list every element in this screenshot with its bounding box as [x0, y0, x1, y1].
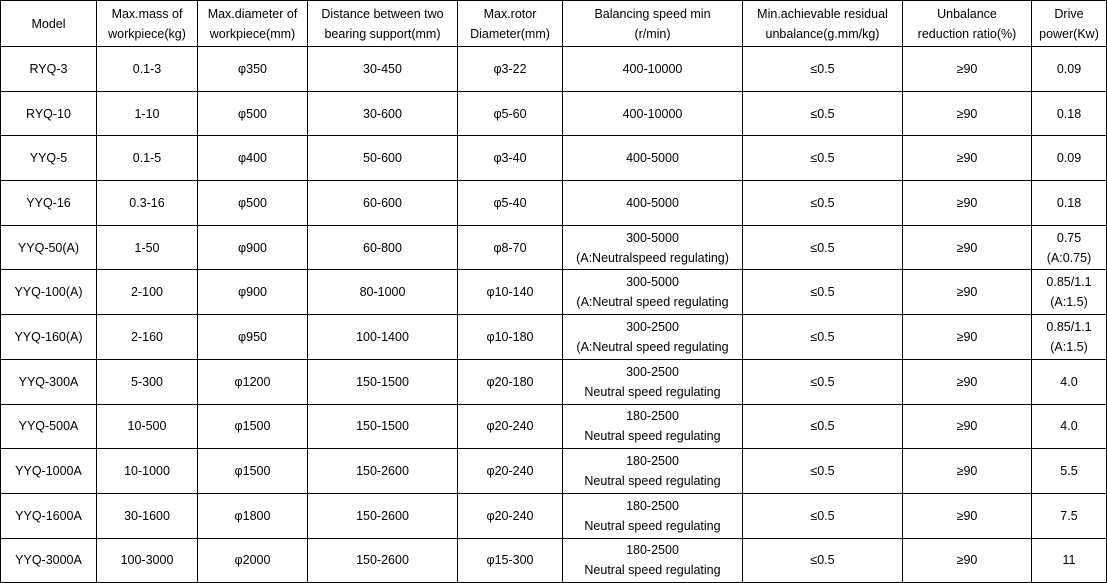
cell-residual-unbalance — [743, 493, 903, 538]
cell-max-mass — [97, 91, 198, 136]
cell-drive-power-line-1: 0.75 — [1056, 230, 1082, 245]
cell-max-mass — [97, 359, 198, 404]
table-row — [1, 136, 1107, 181]
cell-model — [1, 404, 97, 449]
cell-reduction-ratio-line-1: ≥90 — [956, 285, 978, 300]
cell-bearing-distance — [308, 270, 458, 315]
table-row — [1, 493, 1107, 538]
cell-rotor-diameter-line-1: φ3-22 — [493, 61, 527, 76]
cell-balancing-speed-line-1: 400-10000 — [622, 61, 683, 76]
header-max-mass — [97, 1, 198, 47]
header-drive-power — [1032, 1, 1107, 47]
cell-reduction-ratio-line-1: ≥90 — [956, 464, 978, 479]
cell-max-diameter — [198, 270, 308, 315]
cell-max-mass-line-1: 2-160 — [131, 329, 163, 344]
cell-drive-power-line-1: 0.09 — [1056, 61, 1082, 76]
cell-rotor-diameter-line-1: φ8-70 — [493, 240, 527, 255]
header-rotor-diameter — [458, 1, 563, 47]
cell-model — [1, 270, 97, 315]
cell-max-diameter-line-1: φ400 — [238, 151, 267, 166]
cell-model-line-1: YYQ-5 — [29, 151, 68, 166]
cell-max-mass — [97, 136, 198, 181]
cell-balancing-speed-line-2: (A:Neutralspeed regulating) — [576, 250, 729, 265]
cell-rotor-diameter-line-1: φ20-240 — [486, 419, 534, 434]
cell-max-mass — [97, 270, 198, 315]
cell-bearing-distance-line-1: 150-1500 — [356, 374, 409, 389]
cell-reduction-ratio-line-1: ≥90 — [956, 508, 978, 523]
header-row — [1, 1, 1107, 47]
cell-model-line-1: YYQ-50(A) — [17, 240, 80, 255]
cell-rotor-diameter — [458, 136, 563, 181]
header-reduction-ratio-line-1: Unbalance — [937, 6, 997, 21]
table-row — [1, 359, 1107, 404]
cell-model-line-1: RYQ-3 — [29, 61, 68, 76]
cell-bearing-distance-line-1: 150-2600 — [356, 508, 409, 523]
cell-drive-power — [1032, 493, 1107, 538]
cell-balancing-speed — [563, 493, 743, 538]
cell-rotor-diameter-line-1: φ15-300 — [486, 553, 534, 568]
cell-model-line-1: YYQ-1600A — [15, 508, 82, 523]
header-model-line-1: Model — [31, 16, 66, 31]
cell-reduction-ratio — [903, 404, 1032, 449]
cell-max-diameter — [198, 225, 308, 270]
cell-max-mass — [97, 47, 198, 92]
cell-residual-unbalance — [743, 181, 903, 226]
table-row — [1, 315, 1107, 360]
cell-drive-power — [1032, 136, 1107, 181]
table-row — [1, 270, 1107, 315]
cell-residual-unbalance-line-1: ≤0.5 — [810, 374, 835, 389]
cell-rotor-diameter — [458, 181, 563, 226]
cell-balancing-speed — [563, 538, 743, 583]
cell-bearing-distance — [308, 315, 458, 360]
cell-reduction-ratio-line-1: ≥90 — [956, 240, 978, 255]
cell-residual-unbalance-line-1: ≤0.5 — [810, 285, 835, 300]
cell-residual-unbalance — [743, 315, 903, 360]
cell-balancing-speed-line-1: 180-2500 — [626, 543, 679, 558]
cell-balancing-speed-line-2: Neutral speed regulating — [584, 474, 721, 489]
cell-residual-unbalance-line-1: ≤0.5 — [810, 240, 835, 255]
cell-rotor-diameter-line-1: φ20-240 — [486, 464, 534, 479]
cell-balancing-speed-line-2: Neutral speed regulating — [584, 384, 721, 399]
cell-residual-unbalance-line-1: ≤0.5 — [810, 464, 835, 479]
cell-bearing-distance-line-1: 30-600 — [363, 106, 402, 121]
cell-max-mass-line-1: 1-50 — [134, 240, 160, 255]
cell-balancing-speed-line-2: Neutral speed regulating — [584, 563, 721, 578]
cell-bearing-distance — [308, 404, 458, 449]
cell-model-line-1: YYQ-16 — [26, 195, 71, 210]
cell-drive-power-line-1: 5.5 — [1060, 464, 1078, 479]
header-max-mass-line-1: Max.mass of — [111, 6, 183, 21]
cell-bearing-distance — [308, 359, 458, 404]
cell-bearing-distance — [308, 181, 458, 226]
cell-bearing-distance-line-1: 30-450 — [363, 61, 402, 76]
cell-residual-unbalance-line-1: ≤0.5 — [810, 61, 835, 76]
header-reduction-ratio-line-2: reduction ratio(%) — [917, 26, 1017, 41]
cell-model-line-1: YYQ-3000A — [15, 553, 82, 568]
cell-balancing-speed-line-1: 180-2500 — [626, 454, 679, 469]
cell-max-diameter-line-1: φ1200 — [234, 374, 271, 389]
table-row — [1, 404, 1107, 449]
cell-max-mass-line-1: 0.3-16 — [129, 195, 165, 210]
cell-bearing-distance — [308, 47, 458, 92]
cell-drive-power-line-1: 0.85/1.1 — [1046, 275, 1092, 290]
cell-residual-unbalance-line-1: ≤0.5 — [810, 329, 835, 344]
cell-balancing-speed — [563, 359, 743, 404]
cell-max-diameter-line-1: φ1500 — [234, 419, 271, 434]
header-bearing-distance-line-1: Distance between two — [321, 6, 444, 21]
cell-residual-unbalance-line-1: ≤0.5 — [810, 419, 835, 434]
cell-drive-power-line-2: (A:1.5) — [1050, 339, 1088, 354]
cell-bearing-distance-line-1: 50-600 — [363, 151, 402, 166]
header-balancing-speed-line-1: Balancing speed min — [594, 6, 711, 21]
cell-residual-unbalance — [743, 270, 903, 315]
cell-balancing-speed — [563, 91, 743, 136]
cell-drive-power-line-1: 0.85/1.1 — [1046, 319, 1092, 334]
cell-residual-unbalance — [743, 136, 903, 181]
cell-max-diameter — [198, 136, 308, 181]
cell-balancing-speed-line-2: Neutral speed regulating — [584, 429, 721, 444]
cell-rotor-diameter — [458, 270, 563, 315]
cell-residual-unbalance-line-1: ≤0.5 — [810, 106, 835, 121]
header-max-diameter — [198, 1, 308, 47]
cell-model — [1, 493, 97, 538]
header-rotor-diameter-line-1: Max.rotor — [483, 6, 537, 21]
table-body — [1, 47, 1107, 583]
cell-model — [1, 449, 97, 494]
cell-balancing-speed-line-2: Neutral speed regulating — [584, 518, 721, 533]
cell-drive-power-line-1: 11 — [1062, 553, 1076, 568]
cell-drive-power-line-1: 0.18 — [1056, 195, 1082, 210]
cell-max-diameter-line-1: φ900 — [238, 285, 267, 300]
cell-balancing-speed — [563, 181, 743, 226]
cell-bearing-distance — [308, 538, 458, 583]
cell-rotor-diameter — [458, 91, 563, 136]
cell-residual-unbalance — [743, 449, 903, 494]
cell-reduction-ratio-line-1: ≥90 — [956, 151, 978, 166]
cell-balancing-speed — [563, 225, 743, 270]
cell-rotor-diameter-line-1: φ20-180 — [486, 374, 534, 389]
cell-drive-power-line-1: 7.5 — [1060, 508, 1078, 523]
cell-reduction-ratio-line-1: ≥90 — [956, 106, 978, 121]
cell-residual-unbalance-line-1: ≤0.5 — [810, 151, 835, 166]
cell-model-line-1: YYQ-500A — [18, 419, 79, 434]
cell-bearing-distance — [308, 225, 458, 270]
header-residual-unbalance-line-1: Min.achievable residual — [757, 6, 888, 21]
header-residual-unbalance — [743, 1, 903, 47]
cell-max-mass-line-1: 10-500 — [127, 419, 167, 434]
cell-reduction-ratio-line-1: ≥90 — [956, 419, 978, 434]
header-bearing-distance-line-2: bearing support(mm) — [324, 26, 441, 41]
cell-drive-power-line-2: (A:1.5) — [1050, 295, 1088, 310]
cell-max-diameter — [198, 47, 308, 92]
cell-balancing-speed — [563, 449, 743, 494]
cell-drive-power — [1032, 315, 1107, 360]
cell-drive-power — [1032, 47, 1107, 92]
cell-reduction-ratio — [903, 47, 1032, 92]
cell-model — [1, 225, 97, 270]
header-balancing-speed — [563, 1, 743, 47]
cell-max-diameter — [198, 449, 308, 494]
cell-rotor-diameter-line-1: φ10-180 — [486, 329, 534, 344]
cell-drive-power — [1032, 270, 1107, 315]
cell-max-diameter — [198, 359, 308, 404]
cell-balancing-speed-line-1: 300-2500 — [626, 364, 679, 379]
cell-rotor-diameter-line-1: φ20-240 — [486, 508, 534, 523]
cell-rotor-diameter-line-1: φ3-40 — [493, 151, 527, 166]
cell-balancing-speed — [563, 136, 743, 181]
cell-residual-unbalance — [743, 404, 903, 449]
cell-model — [1, 91, 97, 136]
table-row — [1, 181, 1107, 226]
cell-model — [1, 315, 97, 360]
cell-rotor-diameter — [458, 315, 563, 360]
header-drive-power-line-2: power(Kw) — [1039, 26, 1099, 41]
cell-balancing-speed — [563, 47, 743, 92]
table-row — [1, 225, 1107, 270]
cell-drive-power-line-1: 4.0 — [1060, 374, 1078, 389]
cell-residual-unbalance — [743, 225, 903, 270]
cell-rotor-diameter — [458, 359, 563, 404]
cell-residual-unbalance — [743, 91, 903, 136]
cell-rotor-diameter-line-1: φ5-60 — [493, 106, 527, 121]
header-max-diameter-line-1: Max.diameter of — [207, 6, 298, 21]
cell-model — [1, 136, 97, 181]
cell-rotor-diameter — [458, 449, 563, 494]
cell-drive-power-line-1: 0.09 — [1056, 151, 1082, 166]
cell-max-diameter-line-1: φ1500 — [234, 464, 271, 479]
cell-balancing-speed-line-1: 400-5000 — [626, 195, 679, 210]
cell-balancing-speed-line-1: 180-2500 — [626, 409, 679, 424]
cell-reduction-ratio — [903, 225, 1032, 270]
cell-bearing-distance-line-1: 80-1000 — [359, 285, 406, 300]
cell-drive-power — [1032, 181, 1107, 226]
cell-max-mass-line-1: 5-300 — [131, 374, 163, 389]
cell-max-mass — [97, 181, 198, 226]
cell-residual-unbalance-line-1: ≤0.5 — [810, 508, 835, 523]
cell-model-line-1: RYQ-10 — [26, 106, 71, 121]
cell-drive-power — [1032, 404, 1107, 449]
cell-bearing-distance-line-1: 150-1500 — [356, 419, 409, 434]
cell-reduction-ratio-line-1: ≥90 — [956, 61, 978, 76]
cell-reduction-ratio-line-1: ≥90 — [956, 553, 978, 568]
cell-reduction-ratio-line-1: ≥90 — [956, 329, 978, 344]
cell-max-diameter-line-1: φ900 — [238, 240, 267, 255]
header-max-diameter-line-2: workpiece(mm) — [209, 26, 296, 41]
cell-max-diameter — [198, 315, 308, 360]
cell-model — [1, 47, 97, 92]
cell-reduction-ratio — [903, 538, 1032, 583]
cell-reduction-ratio — [903, 315, 1032, 360]
table-header — [1, 1, 1107, 47]
cell-reduction-ratio — [903, 91, 1032, 136]
cell-max-diameter — [198, 404, 308, 449]
cell-drive-power — [1032, 91, 1107, 136]
cell-bearing-distance — [308, 91, 458, 136]
cell-rotor-diameter — [458, 493, 563, 538]
cell-bearing-distance-line-1: 150-2600 — [356, 553, 409, 568]
cell-balancing-speed-line-2: (A:Neutral speed regulating — [576, 295, 729, 310]
cell-max-diameter — [198, 538, 308, 583]
cell-max-mass — [97, 315, 198, 360]
cell-max-mass — [97, 404, 198, 449]
cell-reduction-ratio-line-1: ≥90 — [956, 374, 978, 389]
cell-max-mass-line-1: 100-3000 — [120, 553, 174, 568]
cell-balancing-speed-line-2: (A:Neutral speed regulating — [576, 339, 729, 354]
cell-max-mass-line-1: 2-100 — [131, 285, 163, 300]
table-row — [1, 91, 1107, 136]
cell-max-mass — [97, 538, 198, 583]
cell-balancing-speed-line-1: 180-2500 — [626, 498, 679, 513]
cell-bearing-distance-line-1: 150-2600 — [356, 464, 409, 479]
cell-rotor-diameter-line-1: φ10-140 — [486, 285, 534, 300]
cell-max-mass — [97, 449, 198, 494]
cell-model — [1, 181, 97, 226]
cell-reduction-ratio-line-1: ≥90 — [956, 195, 978, 210]
cell-model-line-1: YYQ-1000A — [15, 464, 82, 479]
cell-balancing-speed — [563, 404, 743, 449]
cell-max-diameter-line-1: φ500 — [238, 106, 267, 121]
cell-bearing-distance-line-1: 60-600 — [363, 195, 402, 210]
cell-drive-power — [1032, 359, 1107, 404]
cell-balancing-speed-line-1: 300-5000 — [626, 275, 679, 290]
cell-max-mass — [97, 493, 198, 538]
cell-reduction-ratio — [903, 136, 1032, 181]
cell-balancing-speed-line-1: 400-10000 — [622, 106, 683, 121]
table-row — [1, 449, 1107, 494]
cell-max-mass-line-1: 30-1600 — [124, 508, 170, 523]
cell-max-mass-line-1: 1-10 — [134, 106, 160, 121]
cell-reduction-ratio — [903, 449, 1032, 494]
cell-drive-power — [1032, 538, 1107, 583]
cell-balancing-speed — [563, 270, 743, 315]
cell-max-diameter — [198, 91, 308, 136]
header-residual-unbalance-line-2: unbalance(g.mm/kg) — [765, 26, 880, 41]
cell-max-mass — [97, 225, 198, 270]
cell-model — [1, 359, 97, 404]
cell-rotor-diameter — [458, 225, 563, 270]
cell-bearing-distance-line-1: 60-800 — [363, 240, 402, 255]
cell-max-diameter-line-1: φ350 — [238, 61, 267, 76]
header-rotor-diameter-line-2: Diameter(mm) — [470, 26, 550, 41]
cell-model-line-1: YYQ-300A — [18, 374, 79, 389]
cell-drive-power-line-1: 4.0 — [1060, 419, 1078, 434]
cell-model-line-1: YYQ-160(A) — [14, 329, 83, 344]
cell-max-mass-line-1: 10-1000 — [124, 464, 170, 479]
cell-bearing-distance-line-1: 100-1400 — [356, 329, 409, 344]
cell-max-diameter-line-1: φ500 — [238, 195, 267, 210]
cell-model-line-1: YYQ-100(A) — [14, 285, 83, 300]
cell-drive-power-line-2: (A:0.75) — [1046, 250, 1092, 265]
cell-residual-unbalance — [743, 538, 903, 583]
cell-bearing-distance — [308, 136, 458, 181]
cell-rotor-diameter — [458, 404, 563, 449]
table-row — [1, 538, 1107, 583]
cell-bearing-distance — [308, 493, 458, 538]
cell-residual-unbalance — [743, 47, 903, 92]
header-max-mass-line-2: workpiece(kg) — [108, 26, 186, 41]
cell-max-diameter-line-1: φ1800 — [234, 508, 271, 523]
header-bearing-distance — [308, 1, 458, 47]
header-balancing-speed-line-2: (r/min) — [634, 26, 671, 41]
cell-balancing-speed — [563, 315, 743, 360]
header-model — [1, 1, 97, 47]
cell-model — [1, 538, 97, 583]
cell-reduction-ratio — [903, 359, 1032, 404]
cell-residual-unbalance — [743, 359, 903, 404]
header-drive-power-line-1: Drive — [1054, 6, 1084, 21]
header-reduction-ratio — [903, 1, 1032, 47]
cell-balancing-speed-line-1: 300-5000 — [626, 230, 679, 245]
cell-rotor-diameter-line-1: φ5-40 — [493, 195, 527, 210]
cell-reduction-ratio — [903, 181, 1032, 226]
cell-residual-unbalance-line-1: ≤0.5 — [810, 553, 835, 568]
cell-drive-power — [1032, 225, 1107, 270]
cell-bearing-distance — [308, 449, 458, 494]
cell-rotor-diameter — [458, 47, 563, 92]
cell-residual-unbalance-line-1: ≤0.5 — [810, 195, 835, 210]
cell-rotor-diameter — [458, 538, 563, 583]
cell-drive-power — [1032, 449, 1107, 494]
cell-max-mass-line-1: 0.1-5 — [132, 151, 162, 166]
table-row — [1, 47, 1107, 92]
cell-drive-power-line-1: 0.18 — [1056, 106, 1082, 121]
cell-max-diameter-line-1: φ2000 — [234, 553, 271, 568]
cell-max-diameter — [198, 493, 308, 538]
cell-balancing-speed-line-1: 400-5000 — [626, 151, 679, 166]
cell-reduction-ratio — [903, 493, 1032, 538]
cell-max-mass-line-1: 0.1-3 — [132, 61, 162, 76]
cell-reduction-ratio — [903, 270, 1032, 315]
cell-max-diameter — [198, 181, 308, 226]
cell-balancing-speed-line-1: 300-2500 — [626, 319, 679, 334]
cell-max-diameter-line-1: φ950 — [238, 329, 267, 344]
